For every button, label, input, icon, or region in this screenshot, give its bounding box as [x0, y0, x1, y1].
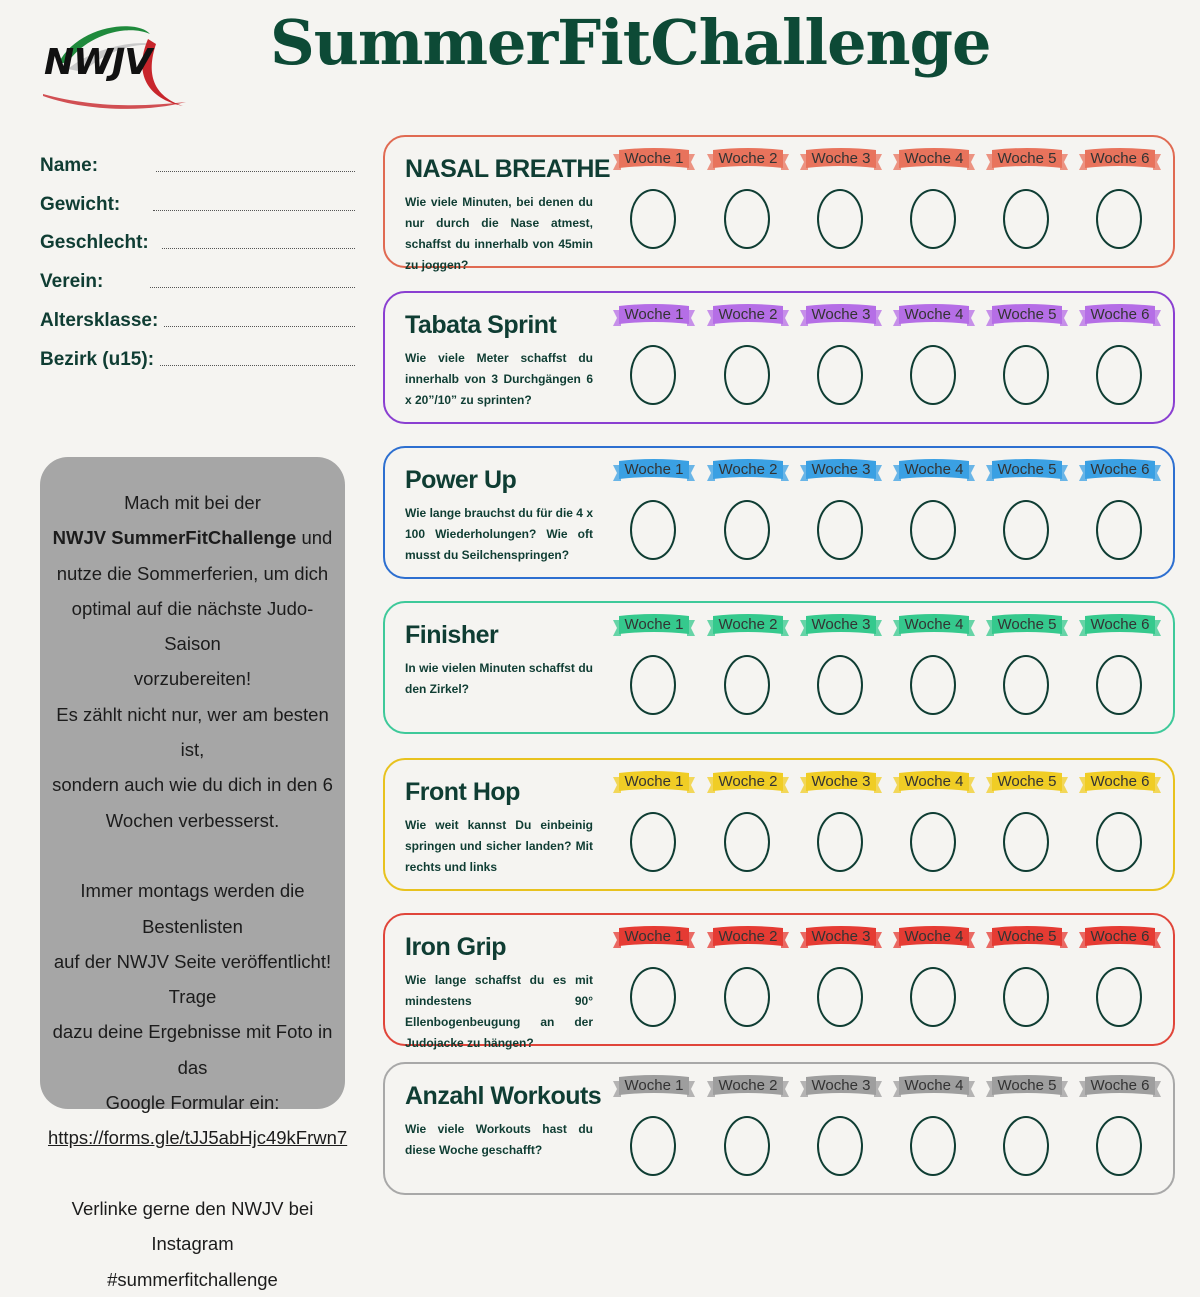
week-column	[613, 768, 695, 888]
week-column	[800, 1072, 882, 1192]
info-line: Immer montags werden die Bestenlisten	[80, 880, 305, 937]
week-label: Woche 4	[904, 616, 964, 633]
result-circle[interactable]	[1096, 967, 1142, 1027]
week-label: Woche 5	[997, 306, 1057, 323]
week-ribbon	[707, 304, 789, 326]
info-rest: und	[296, 527, 333, 549]
week-label: Woche 5	[997, 461, 1057, 478]
week-column	[613, 1072, 695, 1192]
page-title: SummerFitChallenge	[270, 6, 991, 79]
field-line[interactable]	[153, 210, 355, 211]
field-club[interactable]	[40, 254, 355, 293]
result-circle[interactable]	[910, 500, 956, 560]
challenge-title: Tabata Sprint	[405, 311, 557, 339]
week-ribbon	[800, 148, 882, 170]
week-label: Woche 6	[1090, 306, 1150, 323]
info-line: Wochen verbesserst.	[105, 809, 280, 831]
week-ribbon	[893, 459, 975, 481]
week-column	[986, 923, 1068, 1043]
week-column	[893, 1072, 975, 1192]
week-column	[800, 611, 882, 731]
result-circle[interactable]	[817, 655, 863, 715]
week-label: Woche 4	[904, 461, 964, 478]
week-column	[800, 145, 882, 265]
week-ribbon	[800, 1075, 882, 1097]
week-columns	[613, 611, 1169, 731]
field-label: Altersklasse:	[40, 309, 159, 331]
result-circle[interactable]	[910, 345, 956, 405]
week-label: Woche 5	[997, 1077, 1057, 1094]
week-ribbon	[986, 304, 1068, 326]
week-label: Woche 1	[624, 150, 684, 167]
week-column	[893, 456, 975, 576]
challenge-card	[383, 758, 1175, 891]
week-ribbon	[893, 148, 975, 170]
challenge-card	[383, 291, 1175, 424]
week-label: Woche 2	[718, 928, 778, 945]
result-circle[interactable]	[1096, 345, 1142, 405]
week-columns	[613, 456, 1169, 576]
challenge-description: Wie viele Minuten, bei denen du nur durch die Nase atmest, schaffst du innerhalb von 45min zu joggen?	[405, 195, 593, 272]
week-ribbon	[707, 771, 789, 793]
week-column	[986, 145, 1068, 265]
week-column	[613, 923, 695, 1043]
week-column	[893, 923, 975, 1043]
week-label: Woche 1	[624, 928, 684, 945]
week-ribbon	[1079, 1075, 1161, 1097]
challenge-title: Finisher	[405, 621, 499, 649]
week-ribbon	[707, 614, 789, 636]
week-label: Woche 3	[811, 150, 871, 167]
week-label: Woche 5	[997, 616, 1057, 633]
week-column	[986, 301, 1068, 421]
info-box	[40, 457, 348, 1290]
week-label: Woche 4	[904, 928, 964, 945]
week-column	[613, 301, 695, 421]
info-line: nutze die Sommerferien, um dich	[56, 562, 329, 584]
result-circle[interactable]	[724, 1116, 770, 1176]
nwjv-logo	[38, 14, 188, 110]
week-ribbon	[800, 614, 882, 636]
week-ribbon	[613, 771, 695, 793]
challenge-card	[383, 1062, 1175, 1195]
week-label: Woche 3	[811, 773, 871, 790]
week-ribbon	[893, 771, 975, 793]
info-line: optimal auf die nächste Judo-Saison	[71, 597, 314, 655]
result-circle[interactable]	[630, 1116, 676, 1176]
challenge-title: Front Hop	[405, 778, 520, 806]
week-column	[893, 611, 975, 731]
field-weight[interactable]	[40, 177, 355, 216]
result-circle[interactable]	[1003, 967, 1049, 1027]
result-circle[interactable]	[724, 345, 770, 405]
week-columns	[613, 301, 1169, 421]
field-line[interactable]	[160, 365, 355, 366]
week-column	[986, 456, 1068, 576]
info-line: Mach mit bei der	[124, 492, 261, 513]
result-circle[interactable]	[724, 500, 770, 560]
week-ribbon	[893, 614, 975, 636]
week-label: Woche 2	[718, 461, 778, 478]
info-bold: NWJV SummerFitChallenge	[52, 527, 297, 549]
week-column	[613, 611, 695, 731]
week-label: Woche 1	[624, 1077, 684, 1094]
week-column	[707, 145, 789, 265]
week-label: Woche 2	[718, 150, 778, 167]
week-ribbon	[613, 148, 695, 170]
logo-text: NWJV	[44, 42, 152, 83]
week-ribbon	[1079, 148, 1161, 170]
week-column	[986, 1072, 1068, 1192]
week-ribbon	[986, 459, 1068, 481]
challenge-title: Power Up	[405, 466, 517, 494]
result-circle[interactable]	[630, 967, 676, 1027]
challenge-description: In wie vielen Minuten schaffst du den Zirkel?	[405, 661, 593, 696]
info-line: sondern auch wie du dich in den 6	[52, 774, 333, 796]
week-label: Woche 6	[1090, 150, 1150, 167]
challenge-description: Wie viele Meter schaffst du innerhalb von 3 Durchgängen 6 x 20”/10” zu sprinten?	[405, 351, 593, 407]
challenge-card	[383, 446, 1175, 579]
week-label: Woche 2	[718, 616, 778, 633]
week-ribbon	[986, 771, 1068, 793]
week-label: Woche 3	[811, 1077, 871, 1094]
result-circle[interactable]	[1096, 812, 1142, 872]
challenge-description: Wie weit kannst Du einbeinig springen und sicher landen? Mit rechts und links	[405, 818, 593, 874]
week-column	[800, 301, 882, 421]
week-column	[893, 768, 975, 888]
week-label: Woche 1	[624, 773, 684, 790]
info-line: vorzubereiten!	[133, 668, 252, 690]
week-ribbon	[986, 926, 1068, 948]
result-circle[interactable]	[817, 812, 863, 872]
form-link[interactable]: https://forms.gle/tJJ5abHjc49kFrwn7	[48, 1127, 348, 1149]
week-label: Woche 3	[811, 928, 871, 945]
week-ribbon	[986, 148, 1068, 170]
info-line: auf der NWJV Seite veröffentlicht! Trage	[53, 950, 332, 1008]
week-column	[613, 456, 695, 576]
field-label: Bezirk (u15):	[40, 348, 155, 370]
field-label: Verein:	[40, 271, 104, 293]
field-age-class[interactable]	[40, 293, 355, 332]
challenge-description: Wie viele Workouts hast du diese Woche geschafft?	[405, 1122, 593, 1157]
result-circle[interactable]	[724, 812, 770, 872]
week-label: Woche 6	[1090, 773, 1150, 790]
week-ribbon	[1079, 771, 1161, 793]
week-label: Woche 1	[624, 616, 684, 633]
result-circle[interactable]	[1003, 500, 1049, 560]
week-column	[986, 611, 1068, 731]
info-line: Google Formular ein:	[105, 1092, 280, 1114]
field-name[interactable]	[40, 138, 355, 177]
challenge-title: NASAL BREATHE	[405, 155, 611, 183]
info-line: Es zählt nicht nur, wer am besten ist,	[56, 703, 329, 761]
week-ribbon	[893, 1075, 975, 1097]
week-columns	[613, 768, 1169, 888]
result-circle[interactable]	[630, 655, 676, 715]
week-label: Woche 4	[904, 1077, 964, 1094]
week-column	[1079, 145, 1161, 265]
week-ribbon	[800, 459, 882, 481]
week-ribbon	[707, 148, 789, 170]
week-column	[800, 768, 882, 888]
week-column	[707, 923, 789, 1043]
week-column	[893, 301, 975, 421]
week-ribbon	[1079, 614, 1161, 636]
result-circle[interactable]	[1003, 655, 1049, 715]
week-columns	[613, 923, 1169, 1043]
week-label: Woche 5	[997, 773, 1057, 790]
info-line: dazu deine Ergebnisse mit Foto in das	[52, 1021, 333, 1078]
week-column	[1079, 768, 1161, 888]
week-label: Woche 6	[1090, 461, 1150, 478]
week-column	[613, 145, 695, 265]
week-column	[1079, 1072, 1161, 1192]
result-circle[interactable]	[724, 189, 770, 249]
field-line[interactable]	[156, 171, 355, 172]
week-label: Woche 1	[624, 461, 684, 478]
field-label: Geschlecht:	[40, 232, 149, 254]
week-columns	[613, 145, 1169, 265]
week-label: Woche 4	[904, 150, 964, 167]
result-circle[interactable]	[1003, 189, 1049, 249]
week-column	[986, 768, 1068, 888]
week-label: Woche 5	[997, 928, 1057, 945]
week-column	[707, 1072, 789, 1192]
week-ribbon	[800, 771, 882, 793]
week-ribbon	[613, 304, 695, 326]
result-circle[interactable]	[910, 189, 956, 249]
result-circle[interactable]	[1096, 1116, 1142, 1176]
week-column	[707, 768, 789, 888]
week-ribbon	[707, 1075, 789, 1097]
week-ribbon	[613, 926, 695, 948]
week-label: Woche 6	[1090, 1077, 1150, 1094]
week-ribbon	[986, 1075, 1068, 1097]
week-ribbon	[613, 614, 695, 636]
result-circle[interactable]	[817, 967, 863, 1027]
week-column	[707, 301, 789, 421]
week-label: Woche 6	[1090, 928, 1150, 945]
result-circle[interactable]	[1003, 345, 1049, 405]
result-circle[interactable]	[910, 655, 956, 715]
week-label: Woche 2	[718, 1077, 778, 1094]
week-ribbon	[1079, 926, 1161, 948]
week-label: Woche 2	[718, 773, 778, 790]
week-ribbon	[707, 926, 789, 948]
week-ribbon	[893, 304, 975, 326]
week-label: Woche 2	[718, 306, 778, 323]
result-circle[interactable]	[724, 655, 770, 715]
week-label: Woche 1	[624, 306, 684, 323]
week-label: Woche 5	[997, 150, 1057, 167]
week-ribbon	[707, 459, 789, 481]
week-label: Woche 6	[1090, 616, 1150, 633]
week-label: Woche 4	[904, 773, 964, 790]
result-circle[interactable]	[630, 812, 676, 872]
week-column	[1079, 456, 1161, 576]
week-column	[1079, 301, 1161, 421]
challenge-title: Iron Grip	[405, 933, 507, 961]
week-label: Woche 3	[811, 306, 871, 323]
week-ribbon	[986, 614, 1068, 636]
week-ribbon	[613, 459, 695, 481]
field-gender[interactable]	[40, 216, 355, 255]
week-columns	[613, 1072, 1169, 1192]
field-label: Name:	[40, 154, 99, 176]
week-label: Woche 3	[811, 461, 871, 478]
field-line[interactable]	[150, 287, 355, 288]
week-column	[1079, 923, 1161, 1043]
challenge-description: Wie lange schaffst du es mit mindestens 90° Ellenbogenbeugung an der Judojacke zu hängen?	[405, 973, 593, 1050]
result-circle[interactable]	[1096, 500, 1142, 560]
result-circle[interactable]	[910, 1116, 956, 1176]
result-circle[interactable]	[630, 500, 676, 560]
week-ribbon	[800, 926, 882, 948]
result-circle[interactable]	[1003, 1116, 1049, 1176]
week-ribbon	[613, 1075, 695, 1097]
week-column	[893, 145, 975, 265]
week-label: Woche 3	[811, 616, 871, 633]
result-circle[interactable]	[630, 189, 676, 249]
info-line: Verlinke gerne den NWJV bei Instagram	[71, 1197, 314, 1255]
result-circle[interactable]	[817, 345, 863, 405]
personal-info-fields	[40, 138, 355, 371]
info-line: #summerfitchallenge	[107, 1268, 278, 1290]
result-circle[interactable]	[910, 812, 956, 872]
field-line[interactable]	[162, 248, 355, 249]
result-circle[interactable]	[817, 1116, 863, 1176]
challenge-card	[383, 913, 1175, 1050]
field-label: Gewicht:	[40, 193, 121, 215]
result-circle[interactable]	[724, 967, 770, 1027]
result-circle[interactable]	[1096, 189, 1142, 249]
info-line	[48, 520, 337, 555]
week-column	[707, 456, 789, 576]
week-label: Woche 4	[904, 306, 964, 323]
field-line[interactable]	[164, 326, 355, 327]
result-circle[interactable]	[1096, 655, 1142, 715]
week-column	[800, 456, 882, 576]
result-circle[interactable]	[1003, 812, 1049, 872]
result-circle[interactable]	[817, 500, 863, 560]
field-district[interactable]	[40, 332, 355, 371]
result-circle[interactable]	[817, 189, 863, 249]
week-ribbon	[1079, 459, 1161, 481]
week-ribbon	[800, 304, 882, 326]
week-ribbon	[1079, 304, 1161, 326]
week-ribbon	[893, 926, 975, 948]
challenge-card	[383, 135, 1175, 272]
challenge-title: Anzahl Workouts	[405, 1082, 602, 1110]
challenge-card	[383, 601, 1175, 734]
result-circle[interactable]	[910, 967, 956, 1027]
result-circle[interactable]	[630, 345, 676, 405]
week-column	[800, 923, 882, 1043]
challenge-description: Wie lange brauchst du für die 4 x 100 Wiederholungen? Wie oft musst du Seilchenspringen?	[405, 506, 593, 562]
week-column	[707, 611, 789, 731]
week-column	[1079, 611, 1161, 731]
